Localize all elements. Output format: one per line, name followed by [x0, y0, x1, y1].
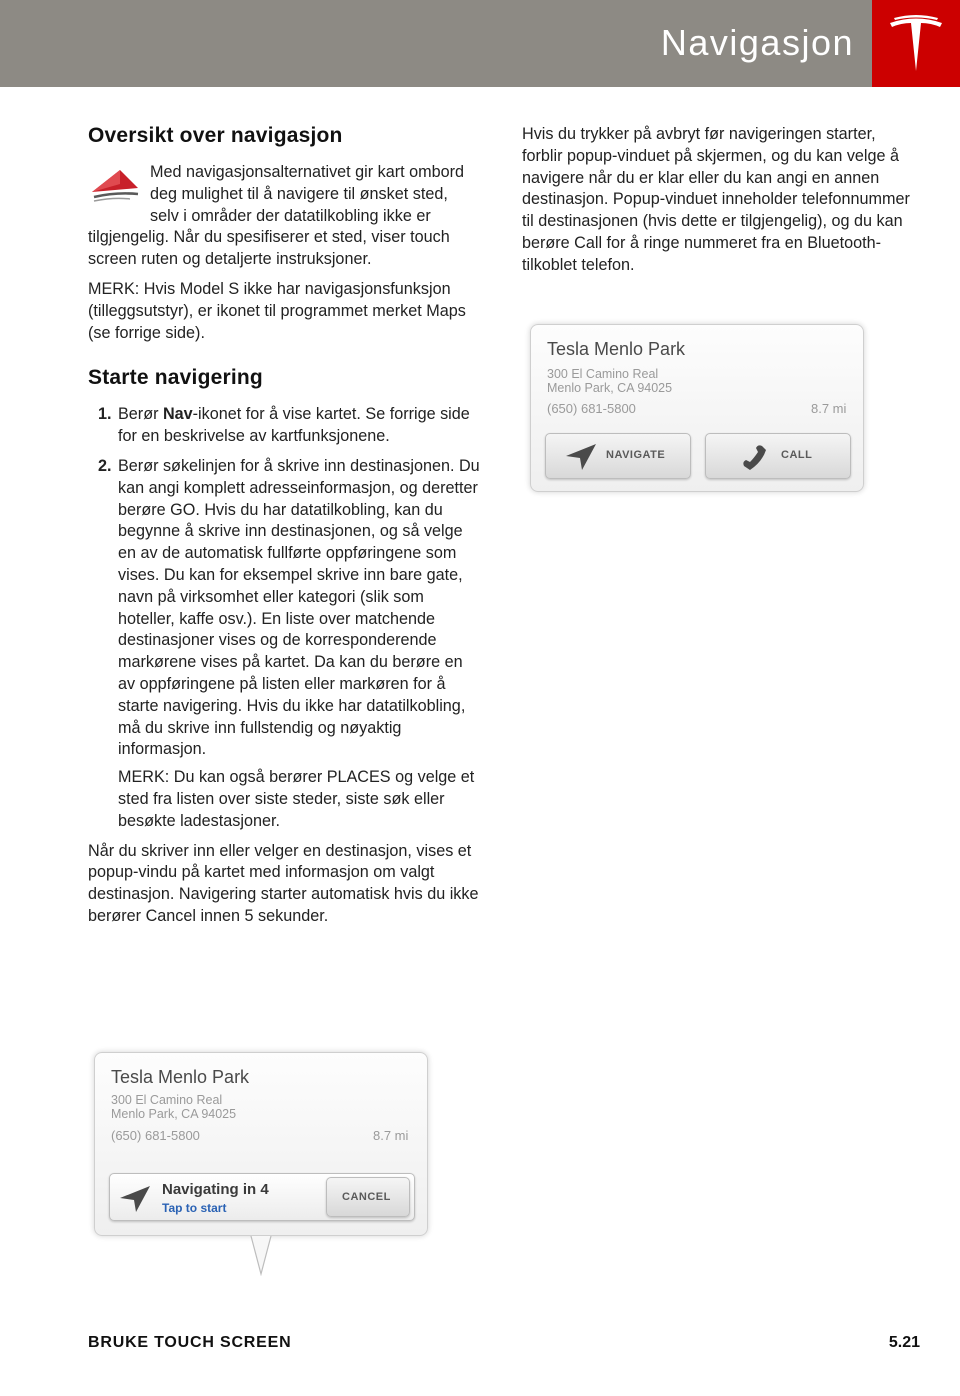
navigate-button[interactable] — [545, 433, 691, 479]
page-number: 5.21 — [888, 1334, 920, 1351]
destination-name: Tesla Menlo Park — [111, 1067, 250, 1087]
after-steps-paragraph: Når du skriver inn eller velger en destinasjon, vises et popup-vindu på kartet med informasjon om valgt destinasjon. Navigering starter automatisk hvis du ikke berører Cancel innen 5 sekunder. — [88, 841, 479, 925]
overview-paragraph: Med navigasjonsalternativet gir kart ombord deg mulighet til å navigere til ønsket sted, selv i områder der datatilkobling ikke er tilgjengelig. Når du spesifiserer et sted, viser touch screen ruten og detaljerte instruksjoner. — [88, 163, 465, 269]
destination-name: Tesla Menlo Park — [547, 339, 686, 359]
steps-list — [88, 404, 480, 832]
tesla-logo-icon — [886, 13, 946, 73]
tap-to-start-button[interactable] — [109, 1173, 415, 1221]
page-header — [0, 0, 960, 87]
step-text: -ikonet for å vise kartet. Se forrige side for en beskrivelse av kartfunksjonene. — [118, 405, 470, 446]
navigate-button-label: NAVIGATE — [606, 449, 666, 461]
step-number: 2. — [98, 456, 112, 475]
step-number: 1. — [98, 405, 112, 424]
popup-pointer — [241, 1236, 281, 1276]
navigation-countdown: Navigating in 4 — [162, 1181, 269, 1198]
destination-popup-navigating — [94, 1052, 428, 1236]
destination-address-line2: Menlo Park, CA 94025 — [111, 1107, 237, 1121]
cancel-button[interactable] — [326, 1177, 410, 1217]
step-note: MERK: Du kan også berører PLACES og velge et sted fra listen over siste steder, siste søk eller besøkte ladestasjoner. — [118, 768, 475, 830]
list-item — [88, 404, 480, 448]
footer-section-title: BRUKE TOUCH SCREEN — [88, 1334, 292, 1351]
destination-distance: 8.7 mi — [811, 401, 847, 416]
left-column — [88, 124, 480, 936]
cancel-info-paragraph: Hvis du trykker på avbryt før navigeringen starter, forblir popup-vinduet på skjermen, og du kan velge å navigere når du er klar eller du kan angi en annen destinasjon. Popup-vinduet inneholder telefonnummer til destinasjonen (hvis dette er tilgjengelig), og du kan berøre Call for å ringe nummeret fra en Bluetooth-tilkoblet telefon. — [522, 125, 910, 274]
destination-phone: (650) 681-5800 — [111, 1128, 200, 1143]
destination-distance: 8.7 mi — [373, 1128, 409, 1143]
page-title: Navigasjon — [660, 22, 854, 63]
call-button-label: CALL — [781, 449, 813, 461]
call-button[interactable] — [705, 433, 851, 479]
step-text: Berør søkelinjen for å skrive inn destinasjonen. Du kan angi komplett adresseinformasjon, og deretter berøre GO. Hvis du har datatilkobling, kan du begynne å skrive inn destinasjonen, og så velge en av de automatisk fullførte oppføringene som vises. Du kan for eksempel skrive inn bare gate, navn på virksomhet eller kategori (slik som hoteller, kaffe osv.). En liste over matchende destinasjoner vises og de korresponderende markørene vises på kartet. Da kan du berøre en av oppføringene på listen eller markøren for å starte navigering. Hvis du ikke har datatilkobling, må du skrive inn fullstendig og nøyaktig informasjon. — [118, 456, 480, 759]
overview-note: MERK: Hvis Model S ikke har navigasjonsfunksjon (tilleggsutstyr), er ikonet til programmet merket Maps (se forrige side). — [88, 279, 466, 342]
cancel-button-label: CANCEL — [342, 1191, 391, 1203]
logo-badge — [872, 0, 960, 87]
section-heading-start: Starte navigering — [88, 366, 263, 390]
destination-address-line2: Menlo Park, CA 94025 — [547, 381, 673, 395]
navigate-arrow-icon — [118, 1184, 152, 1214]
destination-address-line1: 300 El Camino Real — [547, 367, 659, 381]
tap-to-start-label: Tap to start — [162, 1201, 227, 1215]
section-heading-overview: Oversikt over navigasjon — [88, 124, 343, 147]
navigation-arrow-icon — [90, 164, 142, 208]
destination-popup-call — [530, 324, 864, 492]
phone-icon — [740, 442, 774, 472]
navigate-arrow-icon — [564, 442, 598, 472]
step-bold-term: Nav — [162, 405, 193, 424]
destination-phone: (650) 681-5800 — [547, 401, 636, 416]
step-text-prefix: Berør — [118, 405, 163, 424]
right-column — [522, 124, 914, 285]
list-item — [88, 456, 480, 833]
destination-address-line1: 300 El Camino Real — [111, 1093, 223, 1107]
